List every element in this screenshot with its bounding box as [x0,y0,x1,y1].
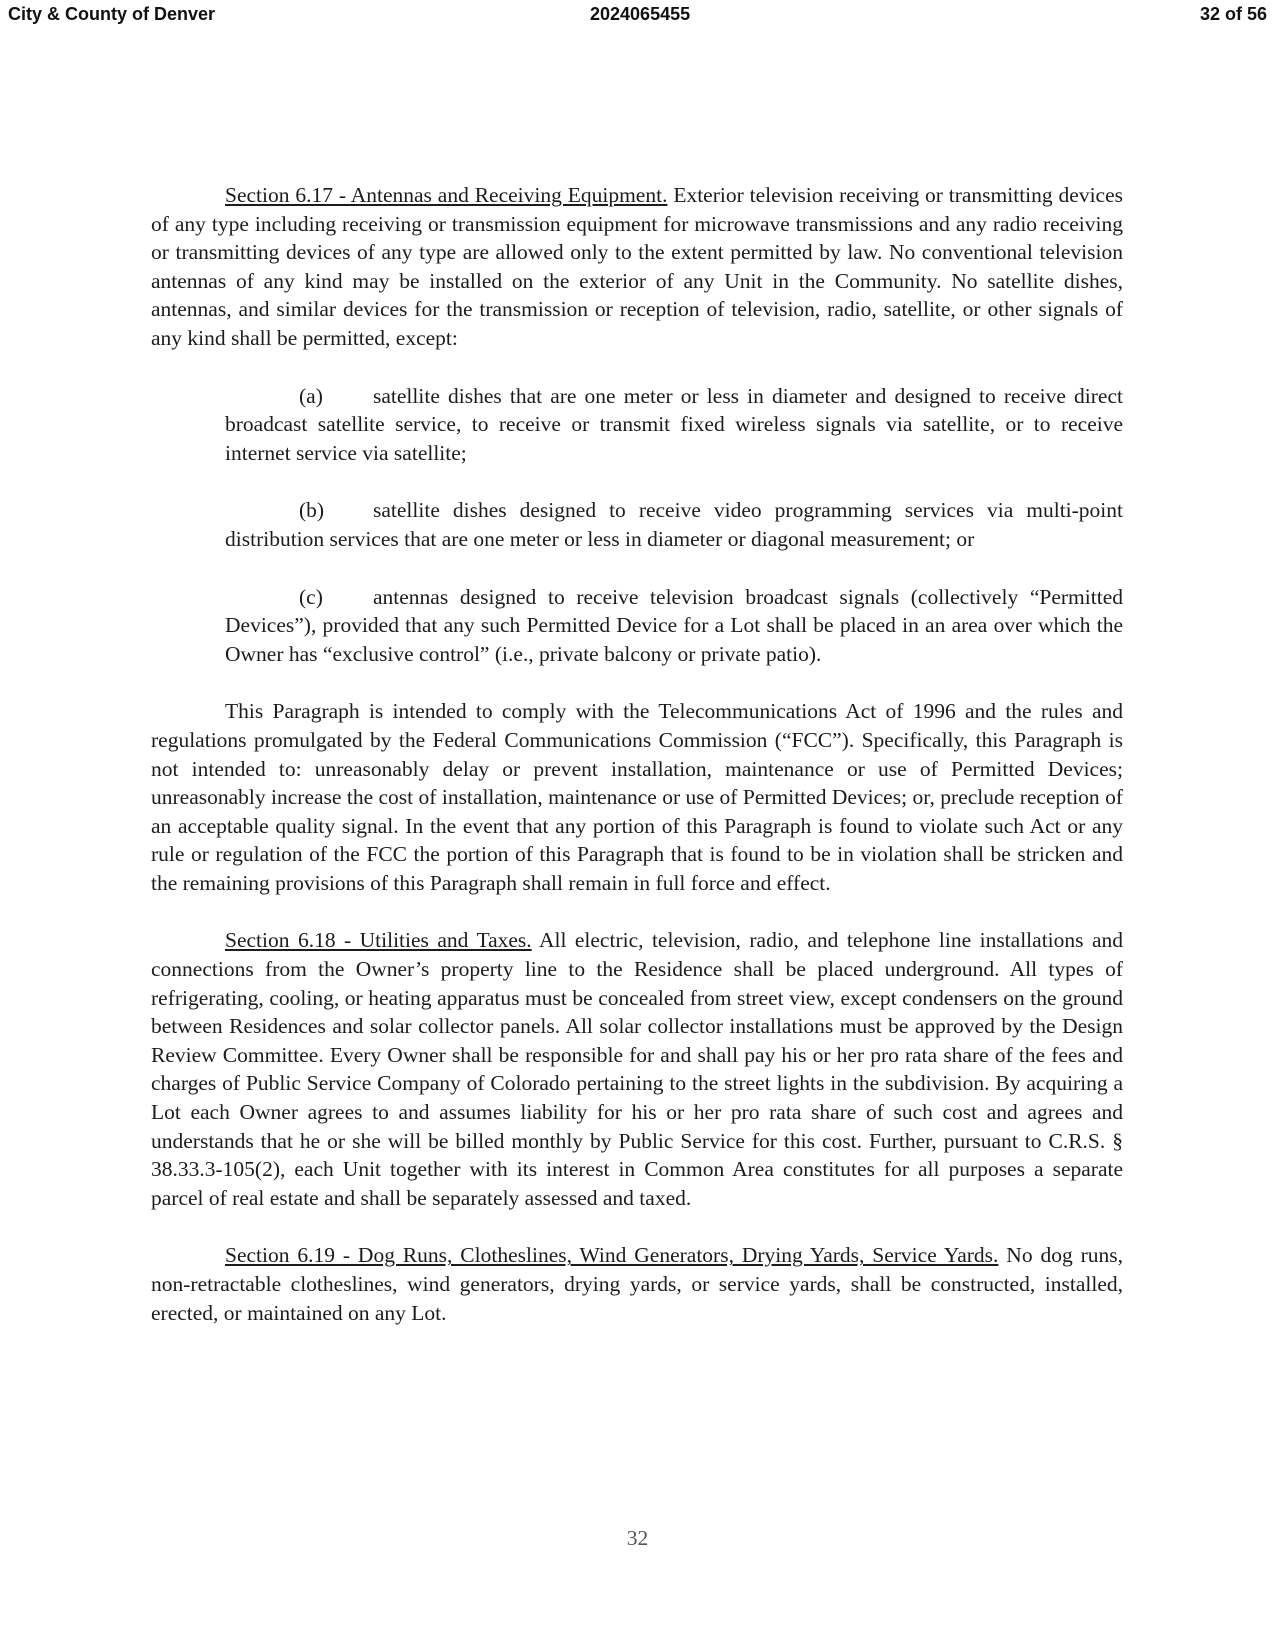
section-6-19-heading: Section 6.19 - Dog Runs, Clotheslines, Wind Generators, Drying Yards, Service Yards. [225,1243,999,1268]
fcc-compliance-paragraph: This Paragraph is intended to comply with the Telecommunications Act of 1996 and the rules and regulations promulgated by the Federal Communications Commission (“FCC”). Specifically, this Paragraph is not intended to: unreasonably delay or prevent installation, maintenance or use of Permitted Devices; unreasonably increase the cost of installation, maintenance or use of Permitted Devices; or, preclude reception of an acceptable quality signal. In the event that any portion of this Paragraph is found to violate such Act or any rule or regulation of the FCC the portion of this Paragraph that is found to be in violation shall be stricken and the remaining provisions of this Paragraph shall remain in full force and effect. [151,699,1123,895]
section-6-19-paragraph [151,1241,1123,1327]
list-item-c-label: (c) [299,584,323,609]
list-item-c-text: antennas designed to receive television broadcast signals (collectively “Permitted Devices”), provided that any such Permitted Device for a Lot shall be placed in an area over which the Owner has “exclusive control” (i.e., private balcony or private patio). [225,584,1123,666]
list-item-b [225,496,1123,553]
list-item-b-label: (b) [299,498,325,523]
list-item-a-text: satellite dishes that are one meter or less in diameter and designed to receive direct broadcast satellite service, to receive or transmit fixed wireless signals via satellite, or to receive internet service via satellite; [225,383,1123,465]
section-6-19-text: No dog runs, non-retractable clotheslines, wind generators, drying yards, or service yards, shall be constructed, installed, erected, or maintained on any Lot. [151,1243,1123,1325]
list-item-c [225,583,1123,669]
list-item-a [225,382,1123,468]
section-6-17-paragraph [151,181,1123,353]
list-item-b-text: satellite dishes designed to receive video programming services via multi-point distribution services that are one meter or less in diameter or diagonal measurement; or [225,498,1123,551]
page-header [0,4,1275,28]
page-number: 32 [626,1526,649,1550]
document-body [151,181,1123,1327]
header-recorder: City & County of Denver [8,4,216,24]
section-6-18-text: All electric, television, radio, and telephone line installations and connections from the Owner’s property line to the Residence shall be placed underground. All types of refrigerating, cooling, or heating apparatus must be concealed from street view, except condensers on the ground between Residences and solar collector panels. All solar collector installations must be approved by the Design Review Committee. Every Owner shall be responsible for and shall pay his or her pro rata share of the fees and charges of Public Service Company of Colorado pertaining to the street lights in the subdivision. By acquiring a Lot each Owner agrees to and assumes liability for his or her pro rata share of such cost and agrees and understands that he or she will be billed monthly by Public Service for this cost. Further, pursuant to C.R.S. § 38.33.3-105(2), each Unit together with its interest in Common Area constitutes for all purposes a separate parcel of real estate and shall be separately assessed and taxed. [151,928,1123,1210]
section-6-17-text: Exterior television receiving or transmitting devices of any type including receiving or transmission equipment for microwave transmissions and any radio receiving or transmitting devices of any type are allowed only to the extent permitted by law. No conventional television antennas of any kind may be installed on the exterior of any Unit in the Community. No satellite dishes, antennas, and similar devices for the transmission or reception of television, radio, satellite, or other signals of any kind shall be permitted, except: [151,183,1123,350]
section-6-18-heading: Section 6.18 - Utilities and Taxes. [225,928,532,953]
list-item-a-label: (a) [299,383,323,408]
header-page-count: 32 of 56 [1199,4,1267,24]
section-6-17-heading: Section 6.17 - Antennas and Receiving Equipment. [225,183,668,207]
section-6-18-paragraph [151,926,1123,1212]
header-reception-number: 2024065455 [590,4,691,24]
